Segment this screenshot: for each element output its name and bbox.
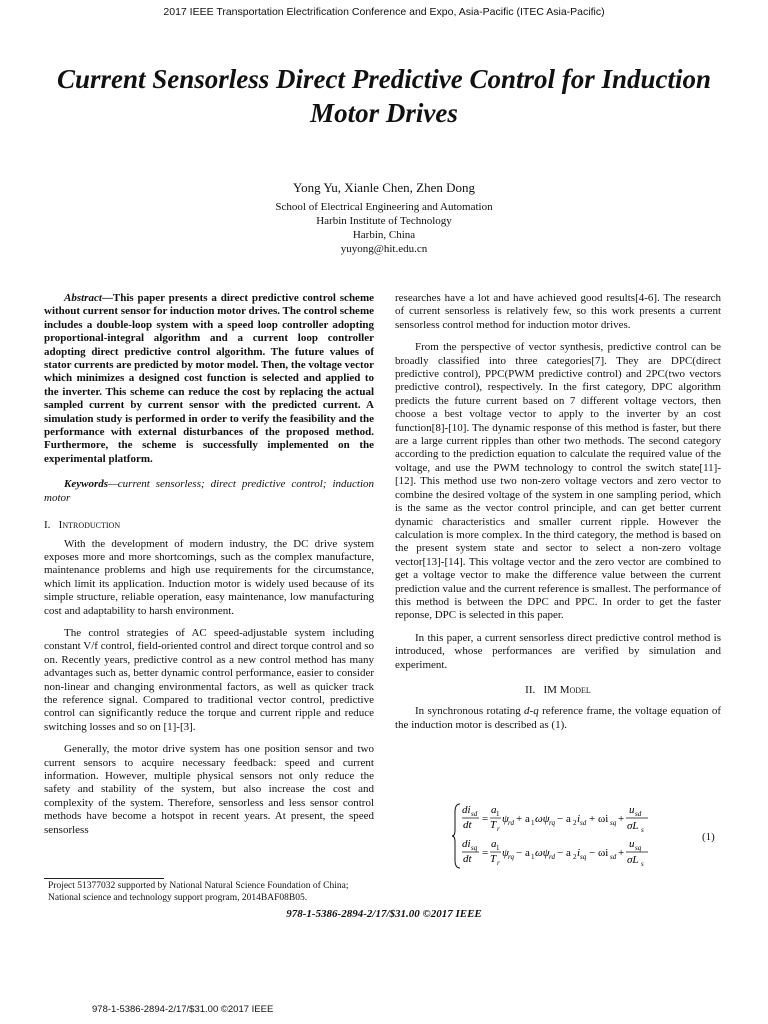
svg-text:sd: sd xyxy=(471,810,478,818)
svg-text:u: u xyxy=(629,838,635,850)
svg-text:s: s xyxy=(641,860,644,868)
section-heading-im-model xyxy=(395,684,721,697)
bottom-isbn: 978-1-5386-2894-2/17/$31.00 ©2017 IEEE xyxy=(92,1004,274,1015)
abstract-label: Abstract xyxy=(64,292,102,304)
svg-text:T: T xyxy=(490,819,497,831)
voltage-equation xyxy=(452,800,672,872)
keywords-text: —current sensorless; direct predictive control; induction motor xyxy=(44,478,374,504)
svg-text:sd: sd xyxy=(580,819,587,827)
svg-text:σL: σL xyxy=(627,854,639,866)
svg-text:− a: − a xyxy=(557,847,571,859)
affiliation-line3: Harbin, China xyxy=(352,229,416,241)
svg-text:1: 1 xyxy=(496,844,500,852)
keywords xyxy=(44,478,374,505)
section-title: IM Model xyxy=(543,683,591,696)
right-paragraph-3 xyxy=(395,705,721,732)
svg-text:a: a xyxy=(491,838,497,850)
p3-dq: d-q xyxy=(524,705,539,718)
svg-text:sd: sd xyxy=(635,810,642,818)
paper-title: Current Sensorless Direct Predictive Control for Induction Motor Drives xyxy=(56,64,712,128)
right-paragraph-0: researches have a lot and have achieved good results[4-6]. The research of current sensorless is relatively few, so this work presents a current sensorless control method for induction motor drives. xyxy=(395,292,721,331)
svg-text:− ωi: − ωi xyxy=(589,847,609,859)
intro-paragraph-3: Generally, the motor drive system has one position sensor and two current sensors to acquire necessary feedback: speed and current information. However, multiple physical sensors not only reduce the safety and stability of the system, but also increase the cost and complexity of the system. Therefore, sensorless and less sensor control methods have become a hotspot in recent years. At present, the speed sensorless xyxy=(44,743,374,836)
svg-text:+ ωi: + ωi xyxy=(589,813,609,825)
svg-text:i: i xyxy=(577,813,581,825)
svg-text:2: 2 xyxy=(573,819,577,827)
authors: Yong Yu, Xianle Chen, Zhen Dong xyxy=(293,180,475,195)
svg-text:s: s xyxy=(641,826,644,834)
svg-text:u: u xyxy=(629,804,635,816)
footnote: Project 51377032 supported by National Natural Science Foundation of China; National science and technology support program, 2014BAF08B05. xyxy=(48,881,349,903)
svg-text:1: 1 xyxy=(496,810,500,818)
svg-text:=: = xyxy=(482,813,489,825)
equation-number: (1) xyxy=(702,831,715,843)
svg-text:ωψ: ωψ xyxy=(535,813,550,825)
svg-text:ωψ: ωψ xyxy=(535,847,550,859)
svg-text:− a: − a xyxy=(557,813,571,825)
svg-text:1: 1 xyxy=(531,819,535,827)
svg-text:sq: sq xyxy=(471,844,478,852)
svg-text:sq: sq xyxy=(580,853,587,861)
abstract-text: —This paper presents a direct predictive control scheme without current sensor for induction motor drives. The control scheme includes a double-loop system with a speed loop controller adopting proportional-integral algorithm and a current loop controller adopting direct predictive control algorithm. The future values of stator currents are predicted by motor model. Then, the voltage vector which minimizes a designed cost function is selected and applied to the inverter. This scheme can reduce the cost by replacing the actual sampled current by current sensor with the predicted current. A simulation study is performed in order to verify the feasibility and the performance with external disturbances of the proposed method. Furthermore, the scheme is successfully implemented on the experimental platform. xyxy=(44,292,374,465)
svg-text:rq: rq xyxy=(508,853,514,861)
svg-text:di: di xyxy=(462,804,471,816)
svg-text:− a: − a xyxy=(516,847,530,859)
intro-paragraph-2: The control strategies of AC speed-adjustable system including constant V/f control, field-oriented control and direct torque control and so on. Recently years, predictive control as a new control method has many advantages such as, better dynamic control performance, easier to consider non-linear and changing environmental factors, as well as quicker track the reference signal. Compared to traditional vector control, predictive control can significantly reduce the torque and current ripple and reduce switching losses and so on [1]-[3]. xyxy=(44,626,374,733)
p3-text-a: In synchronous rotating xyxy=(415,705,525,718)
svg-text:sq: sq xyxy=(610,819,617,827)
svg-text:rd: rd xyxy=(549,853,555,861)
svg-text:=: = xyxy=(482,847,489,859)
abstract xyxy=(44,292,374,466)
intro-paragraph-1: With the development of modern industry, the DC drive system exposes more and more shortcomings, such as the complex manufacture, maintenance problems and high use requirements for the circumstance, which limit its application. Induction motor is widely used because of its simple structure, reliable operation, easy maintenance, low manufacturing cost and adaptability to harsh environment. xyxy=(44,537,374,617)
svg-text:1: 1 xyxy=(531,853,535,861)
svg-text:dt: dt xyxy=(463,819,472,831)
conference-header: 2017 IEEE Transportation Electrification Conference and Expo, Asia-Pacific (ITEC Asia-Pacific) xyxy=(163,6,605,18)
section-number: II. xyxy=(525,683,536,696)
svg-text:+ a: + a xyxy=(516,813,530,825)
footnote-rule xyxy=(44,878,164,879)
p3-text-b: reference frame, the voltage equation of the induction motor is described as (1). xyxy=(395,705,721,731)
svg-text:r: r xyxy=(497,859,500,867)
svg-text:ψ: ψ xyxy=(502,813,509,825)
svg-text:+: + xyxy=(618,813,625,825)
affiliation-line2: Harbin Institute of Technology xyxy=(316,215,452,227)
svg-text:T: T xyxy=(490,853,497,865)
right-column xyxy=(395,292,721,732)
right-paragraph-2: In this paper, a current sensorless direct predictive control method is introduced, whose performances are verified by simulation and experiment. xyxy=(395,631,721,671)
keywords-label: Keywords xyxy=(64,478,108,491)
affiliation-line1: School of Electrical Engineering and Automation xyxy=(275,201,493,213)
isbn-line: 978-1-5386-2894-2/17/$31.00 ©2017 IEEE xyxy=(286,908,482,920)
svg-text:di: di xyxy=(462,838,471,850)
svg-text:sd: sd xyxy=(610,853,617,861)
svg-text:sq: sq xyxy=(635,844,642,852)
section-heading-introduction xyxy=(44,519,374,532)
section-title: Introduction xyxy=(58,519,121,532)
svg-text:dt: dt xyxy=(463,853,472,865)
svg-text:i: i xyxy=(577,847,581,859)
author-email: yuyong@hit.edu.cn xyxy=(340,243,428,255)
right-paragraph-1: From the perspective of vector synthesis, predictive control can be broadly classified into three categories[7]. They are DPC(direct predictive control), PPC(PWM predictive control) and 2PC(two vectors predictive control), respectively. In the first category, DPC algorithm predicts the future current based on 7 different voltage vectors, then choose a best voltage vector to apply to the inverter by an cost function[8]-[10]. The dynamic response of this method is faster, but there are a large current ripples than other two methods. The second category according to the prediction equation to calculate the required value of the voltage, and use the PWM technology to control the switch state[11]-[12]. This method use two non-zero voltage vectors and zero vector to combine the desired voltage of the system in one sampling period, which is the same as the vector control principle, and can get better current dynamic characteristics and smaller current ripple. However the calculation is more complex. In the third category, the method is based on the present system state and sector to select a non-zero voltage vector[13]-[14]. This voltage vector and the zero vector are combined to get a voltage vector to make the difference value between the current prediction value and the current reference is smallest. The performance of this method is between the DPC and PPC. In order to get the faster reponse, DPC is selected in this paper. xyxy=(395,341,721,622)
section-number: I. xyxy=(44,519,51,532)
svg-text:rd: rd xyxy=(508,819,514,827)
svg-text:2: 2 xyxy=(573,853,577,861)
svg-text:σL: σL xyxy=(627,820,639,832)
svg-text:ψ: ψ xyxy=(502,847,509,859)
svg-text:r: r xyxy=(497,825,500,833)
left-column xyxy=(44,292,374,837)
svg-text:rq: rq xyxy=(549,819,555,827)
svg-text:a: a xyxy=(491,804,497,816)
svg-text:+: + xyxy=(618,847,625,859)
